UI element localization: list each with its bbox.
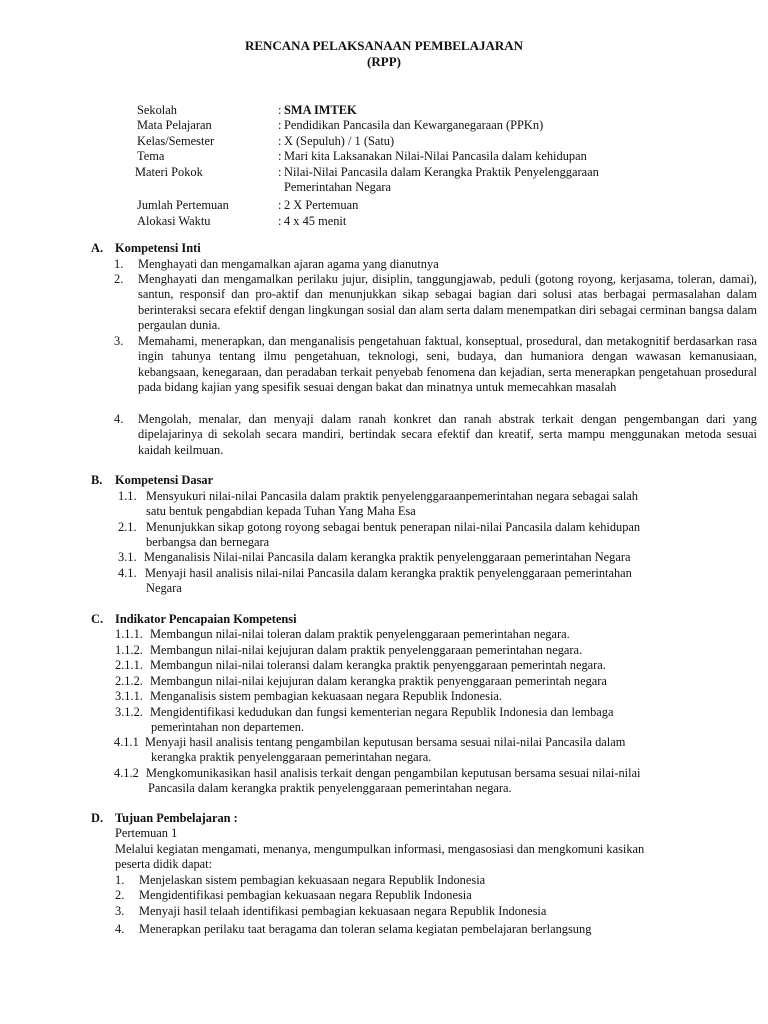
kd-number: 2.1. [118, 520, 137, 534]
meeting-label: Pertemuan 1 [115, 826, 178, 840]
tujuan-text: Menerapkan perilaku taat beragama dan toleran selama kegiatan pembelajaran berlangsung [139, 922, 592, 936]
info-label: Materi Pokok [135, 164, 203, 179]
indikator-number: 2.1.1. [115, 658, 143, 672]
section-title: Kompetensi Inti [115, 241, 201, 255]
info-colon: : [278, 118, 282, 133]
info-row-materi-pokok-cont [137, 180, 697, 195]
info-value: Nilai-Nilai Pancasila dalam Kerangka Praktik Penyelenggaraan [284, 164, 599, 179]
info-value-continued: Pemerintahan Negara [284, 179, 391, 194]
info-value: 4 x 45 menit [284, 213, 347, 228]
info-row-kelas-semester [137, 134, 697, 149]
info-value: 2 X Pertemuan [284, 198, 359, 213]
info-colon: : [278, 149, 282, 164]
tujuan-text: Menyaji hasil telaah identifikasi pembagian kekuasaan negara Republik Indonesia [139, 904, 547, 918]
info-label: Alokasi Waktu [137, 213, 211, 228]
info-value: X (Sepuluh) / 1 (Satu) [284, 133, 395, 148]
item-text: Menghayati dan mengamalkan ajaran agama yang dianutnya [138, 257, 439, 271]
item-text: Mengolah, menalar, dan menyaji dalam ranah konkret dan ranah abstrak terkait dengan pengembangan dari yang dipelajarinya di sekolah secara mandiri, bertindak secara efektif dan kreatif, serta mampu menggunakan metoda sesuai kaidah keilmuan. [138, 412, 757, 457]
tujuan-text: Menjelaskan sistem pembagian kekuasaan negara Republik Indonesia [139, 873, 486, 887]
tujuan-number: 2. [115, 888, 125, 902]
tujuan-intro-continued: peserta didik dapat: [115, 857, 213, 871]
info-label: Mata Pelajaran [137, 118, 212, 133]
indikator-number: 3.1.1. [115, 689, 143, 703]
section-title: Tujuan Pembelajaran : [115, 811, 238, 825]
kd-number: 1.1. [118, 489, 137, 503]
item-number: 1. [114, 257, 124, 271]
indikator-text-continued: Pancasila dalam kerangka praktik penyelenggaraan pemerintahan negara. [148, 781, 512, 795]
indikator-number: 3.1.2. [115, 705, 143, 719]
info-value: Mari kita Laksanakan Nilai-Nilai Pancasila dalam kehidupan [284, 149, 587, 164]
section-letter: C. [91, 612, 104, 626]
info-row-tema [137, 149, 697, 164]
tujuan-number: 1. [115, 873, 125, 887]
indikator-text: Mengidentifikasi kedudukan dan fungsi kementerian negara Republik Indonesia dan lembaga [150, 705, 614, 719]
indikator-text: Membangun nilai-nilai toleran dalam praktik penyelenggaraan pemerintahan negara. [150, 627, 570, 641]
item-text: Memahami, menerapkan, dan menganalisis pengetahuan faktual, konseptual, prosedural, dan metakognitif berdasarkan rasa ingin tahunya tentang ilmu pengetahuan, teknologi, seni, budaya, dan humaniora dengan wawasan kemanusiaan, kebangsaan, kenegaraan, dan peradaban terkait penyebab fenomena dan kejadian, serta menerapkan pengetahuan prosedural pada bidang kajian yang spesifik sesuai dengan bakat dan minatnya untuk memecahkan masalah [138, 334, 757, 395]
info-label: Sekolah [137, 103, 177, 117]
info-row-sekolah [137, 103, 697, 118]
indikator-text: Membangun nilai-nilai kejujuran dalam praktik penyelenggaraan pemerintahan negara. [150, 643, 583, 657]
indikator-number: 4.1.1 [114, 735, 139, 749]
indikator-text: Membangun nilai-nilai toleransi dalam kerangka praktik penyenggaraan pemerintah negara. [150, 658, 606, 672]
section-letter: B. [91, 473, 103, 487]
indikator-text: Mengkomunikasikan hasil analisis terkait dengan pengambilan keputusan bersama sesuai nilai-nilai [146, 766, 641, 780]
kd-text: Menyaji hasil analisis nilai-nilai Pancasila dalam kerangka praktik penyelenggaraan pemerintahan [145, 566, 632, 580]
document-subtitle: (RPP) [367, 54, 401, 69]
info-colon: : [278, 213, 282, 228]
kd-text: Mensyukuri nilai-nilai Pancasila dalam praktik penyelenggaraanpemerintahan negara sebagai salah [146, 489, 638, 503]
item-text: Menghayati dan mengamalkan perilaku jujur, disiplin, tanggungjawab, peduli (gotong royong, kerjasama, toleran, damai), santun, responsif dan pro-aktif dan menunjukkan sikap sebagai bagian dari solusi atas berbagai permasalahan dalam berinteraksi secara efektif dengan lingkungan sosial dan alam serta dalam menempatkan diri sebagai cerminan bangsa dalam pergaulan dunia. [138, 272, 757, 333]
info-colon: : [278, 164, 282, 179]
kd-text-continued: berbangsa dan bernegara [146, 535, 270, 549]
tujuan-number: 3. [115, 904, 125, 918]
section-title: Indikator Pencapaian Kompetensi [115, 612, 297, 626]
identity-block [137, 103, 697, 229]
document-title: RENCANA PELAKSANAAN PEMBELAJARAN [244, 38, 524, 53]
item-number: 2. [114, 272, 124, 286]
kd-text-continued: Negara [146, 581, 182, 595]
info-colon: : [278, 103, 282, 117]
indikator-text-continued: pemerintahan non departemen. [151, 720, 305, 734]
section-letter: A. [91, 241, 104, 255]
info-label: Tema [137, 149, 165, 164]
tujuan-intro: Melalui kegiatan mengamati, menanya, mengumpulkan informasi, mengasosiasi dan mengkomuni kasikan [115, 842, 645, 856]
kd-number: 4.1. [118, 566, 137, 580]
indikator-number: 2.1.2. [115, 674, 143, 688]
item-number: 4. [114, 412, 124, 426]
info-value: Pendidikan Pancasila dan Kewarganegaraan (PPKn) [284, 118, 544, 133]
kd-text: Menganalisis Nilai-nilai Pancasila dalam kerangka praktik penyelenggaraan pemerintahan Negara [144, 550, 631, 564]
indikator-text: Menyaji hasil analisis tentang pengambilan keputusan bersama sesuai nilai-nilai Pancasila dalam [145, 735, 626, 749]
info-value: SMA IMTEK [284, 103, 357, 117]
indikator-number: 4.1.2 [114, 766, 139, 780]
item-number: 3. [114, 334, 124, 348]
section-title: Kompetensi Dasar [115, 473, 214, 487]
indikator-number: 1.1.2. [115, 643, 143, 657]
tujuan-number: 4. [115, 922, 125, 936]
info-colon: : [278, 133, 282, 148]
section-letter: D. [91, 811, 104, 825]
info-row-mata-pelajaran [137, 118, 697, 133]
kd-text: Menunjukkan sikap gotong royong sebagai bentuk penerapan nilai-nilai Pancasila dalam kehidupan [146, 520, 641, 534]
info-label: Kelas/Semester [137, 133, 215, 148]
info-row-materi-pokok [137, 165, 697, 180]
info-label: Jumlah Pertemuan [137, 198, 229, 213]
indikator-number: 1.1.1. [115, 627, 143, 641]
indikator-text: Membangun nilai-nilai kejujuran dalam kerangka praktik penyenggaraan pemerintah negara [150, 674, 607, 688]
kd-text-continued: satu bentuk pengabdian kepada Tuhan Yang Maha Esa [146, 504, 416, 518]
info-row-jumlah-pertemuan [137, 198, 697, 213]
indikator-text: Menganalisis sistem pembagian kekuasaan negara Republik Indonesia. [150, 689, 503, 703]
indikator-text-continued: kerangka praktik penyelenggaraan pemerintahan negara. [151, 750, 432, 764]
info-colon: : [278, 198, 282, 213]
tujuan-text: Mengidentifikasi pembagian kekuasaan negara Republik Indonesia [139, 888, 472, 902]
kd-number: 3.1. [118, 550, 137, 564]
info-row-alokasi-waktu [137, 214, 697, 229]
